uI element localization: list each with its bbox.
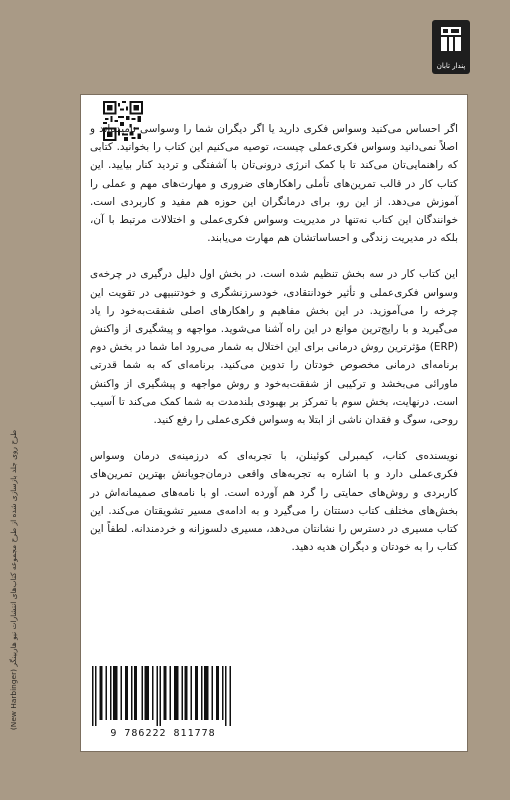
isbn-barcode [84,664,242,746]
barcode-icon [92,666,234,726]
publisher-logo [432,20,470,74]
publisher-mark-icon [440,26,462,52]
publisher-name: پندار تابان [436,62,466,70]
back-cover-description [90,120,458,730]
description-paragraph: اگر احساس می‌کنید وسواس فکری دارید یا اگر دیگران شما را وسواسی نامیده‌اند و اصلاً نمی‌دانید وسواس فکری‌عملی چیست، توصیه می‌کنیم این کتاب را بخوانید. کتابی که راهنمایی‌تان می‌کند تا با کمک انرژی درونی‌تان با آشفتگی و تردید کنار بیایید. این کتاب کار در قالب تمرین‌های تأملی راهکارهای ضروری و مهارت‌های مهم و عملی را آموزش می‌دهد. از این رو، برای درمانگران این حوزه هم مفید و کاربردی است. خوانندگان این کتاب نه‌تنها در مدیریت وسواس فکری‌عملی و اختلالات مرتبط با آن، بلکه در مدیریت زندگی و احساساتشان هم مهارت می‌یابند. [90,123,458,245]
cover-credit-note: طرح روی جلد بازسازی شده از طرح مجموعه کتاب‌های انتشارات نیو هاربینگر (New Harbinger) [9,429,18,731]
isbn-number: 9 786222 811778 [110,728,216,739]
description-paragraph: این کتاب کار در سه بخش تنظیم شده است. در بخش اول دلیل درگیری در چرخه‌ی وسواس فکری‌عملی و تأثیر خودانتقادی، خودسرزنشگری و خودتنبیهی در تقویت این چرخه را می‌آموزید. در این بخش مفاهیم و راهکارهای اصلی شفقت‌به‌خود را یاد می‌گیرید و با رایج‌ترین موانع در این راه آشنا می‌شوید. مواجهه و پیشگیری از واکنش (ERP) مؤثرترین روش درمانی برای این اختلال به شمار می‌رود اما شما در بخش دوم برنامه‌ای درمانی مخصوص خودتان را تدوین می‌کنید. برنامه‌ای که به شما قدرتی ماورائی می‌بخشد و ترکیبی از شفقت‌به‌خود و روش مواجهه و پیشگیری از واکنش است. درنهایت، بخش سوم با تمرکز بر بهبودی بلندمدت به شما کمک می‌کند تا آسیب روحی، سوگ و فقدان ناشی از ابتلا به وسواس فکری‌عملی را رفع کنید. [90,268,458,427]
description-paragraph: نویسنده‌ی کتاب، کیمبرلی کوئینلن، با تجربه‌ای که درزمینه‌ی درمان وسواس فکری‌عملی دارد و با اشاره به تجربه‌های واقعی درمان‌جویانش بهترین تمرین‌های کاربردی و روش‌های حمایتی را گرد هم آورده است. او با نامه‌های صمیمانه‌اش در بخش‌های مختلف کتاب دستتان را می‌گیرد و به ادامه‌ی مسیر تشویقتان می‌کند. این کتاب مسیری در دسترس را نشانتان می‌دهد، مسیری دلسوزانه و خردمندانه. لطفاً این کتاب را به خودتان و دیگران هدیه دهید. [90,450,458,554]
